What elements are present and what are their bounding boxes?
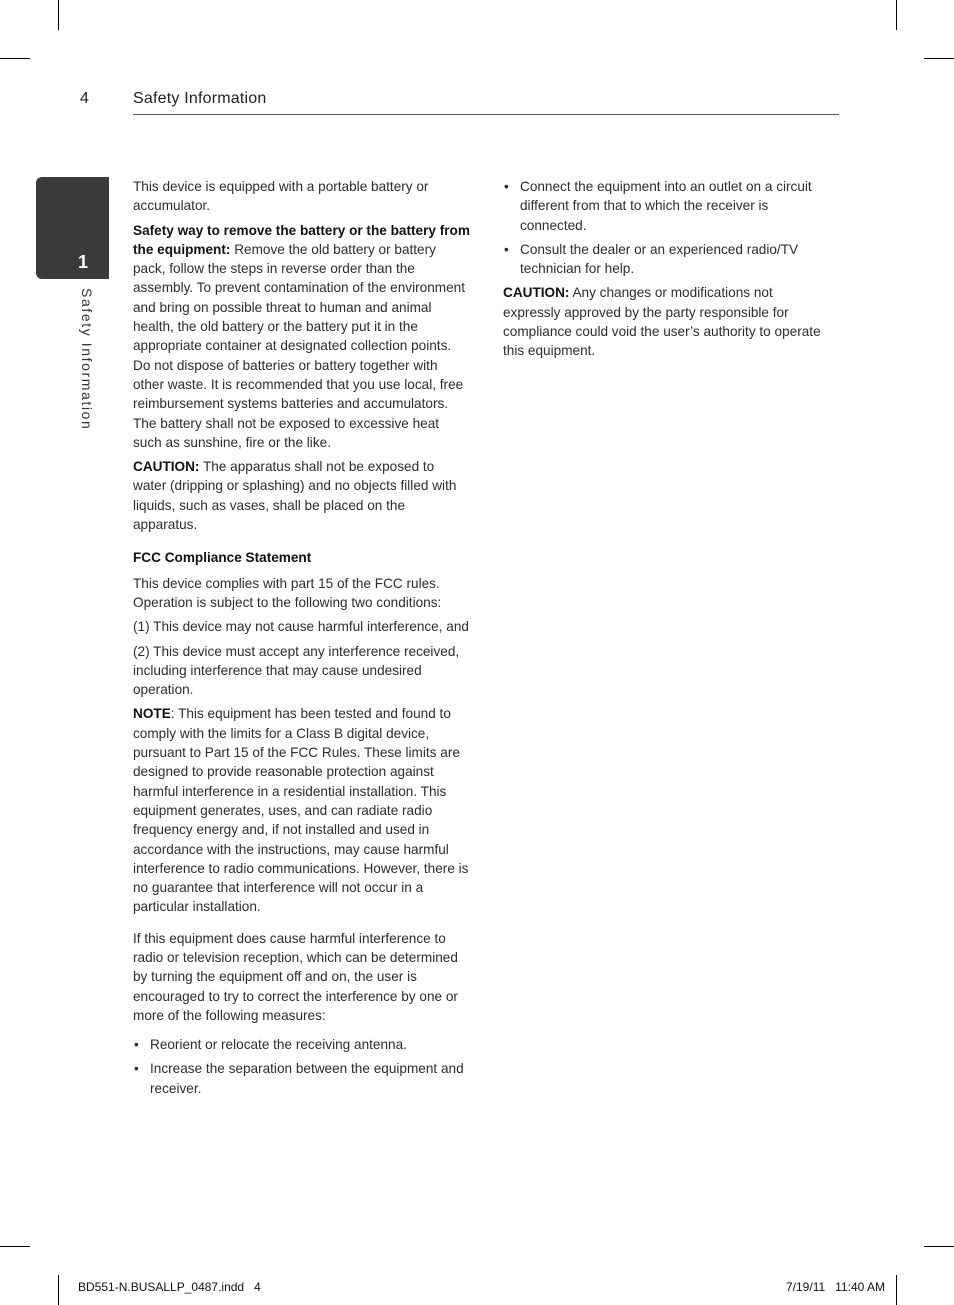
bullet-icon: • — [134, 1061, 139, 1077]
bullet-icon: • — [504, 241, 509, 257]
measures-paragraph: If this equipment does cause harmful interference to radio or television reception, which can be determined by turning the equipment off and on, the user is encouraged to try to correct the interference by one or more of the following measures: — [133, 930, 458, 1023]
fcc-heading: FCC Compliance Statement — [133, 550, 312, 566]
note-paragraph — [133, 704, 471, 916]
battery-intro: This device is equipped with a portable battery or accumulator. — [133, 179, 429, 214]
crop-mark — [924, 58, 954, 59]
fcc-paragraph-1: This device complies with part 15 of the FCC rules. Operation is subject to the following two conditions: — [133, 575, 442, 610]
measures-list-left — [133, 1035, 471, 1098]
battery-removal-heading: Safety way to remove the battery or the battery from the equipment: — [133, 222, 470, 257]
page-title: Safety Information — [133, 90, 267, 107]
list-item: • Connect the equipment into an outlet on a circuit different from that to which the receiver is connected. — [504, 179, 812, 233]
list-item: • Increase the separation between the equipment and receiver. — [134, 1061, 464, 1096]
caution-text: Any changes or modifications not expressly approved by the party responsible for compliance could void the user’s authority to operate this equipment. — [503, 285, 821, 359]
print-slug-filename: BD551-N.BUSALLP_0487.indd 4 — [78, 1280, 261, 1294]
chapter-label: Safety Information — [79, 288, 95, 431]
bullet-icon: • — [134, 1037, 139, 1053]
crop-mark — [58, 0, 59, 30]
page-number: 4 — [80, 90, 89, 107]
crop-mark — [924, 1246, 954, 1247]
bullet-icon: • — [504, 179, 509, 194]
note-label: NOTE — [133, 706, 171, 722]
crop-mark — [896, 0, 897, 30]
crop-mark — [0, 1246, 30, 1247]
chapter-number: 1 — [78, 252, 89, 272]
battery-removal-text: Remove the old battery or battery pack, follow the steps in reverse order than the assembly. To prevent contamination of the environment and bring on possible threat to human and animal health, the old battery or the battery put it in the appropriate container at designated collection points. Do not dispose of batteries or battery together with other waste. It is recommended that you use local, free reimbursement systems batteries and accumulators. The battery shall not be exposed to excessive heat such as sunshine, fire or the like. — [133, 241, 465, 450]
chapter-tab — [36, 177, 109, 279]
caution-text: The apparatus shall not be exposed to water (dripping or splashing) and no objects filled with liquids, such as vases, shall be placed on the apparatus. — [133, 459, 457, 533]
crop-mark — [896, 1275, 897, 1305]
print-slug-timestamp: 7/19/11 11:40 AM — [786, 1280, 885, 1294]
list-item: • Reorient or relocate the receiving antenna. — [133, 1035, 471, 1054]
crop-mark — [58, 1275, 59, 1305]
left-column — [133, 177, 471, 1103]
fcc-paragraph-3: (2) This device must accept any interference received, including interference that may cause undesired operation. — [133, 643, 460, 698]
note-text: : This equipment has been tested and found to comply with the limits for a Class B digital device, pursuant to Part 15 of the FCC Rules. These limits are designed to provide reasonable protection against harmful interference in a residential installation. This equipment generates, uses, and can radiate radio frequency energy and, if not installed and used in accordance with the instructions, may cause harmful interference to radio communications. However, there is no guarantee that interference will not occur in a particular installation. — [133, 706, 469, 915]
list-item: • Consult the dealer or an experienced radio/TV technician for help. — [504, 241, 799, 277]
modification-caution-paragraph — [503, 283, 833, 360]
right-column — [503, 177, 833, 366]
fcc-paragraph-2: (1) This device may not cause harmful interference, and — [133, 619, 469, 635]
crop-mark — [0, 58, 30, 59]
caution-label: CAUTION: — [133, 459, 200, 475]
measures-list-right — [503, 177, 833, 278]
battery-removal-paragraph — [133, 221, 471, 453]
caution-paragraph — [133, 457, 471, 534]
caution-label: CAUTION: — [503, 285, 570, 301]
header-divider — [133, 114, 839, 115]
